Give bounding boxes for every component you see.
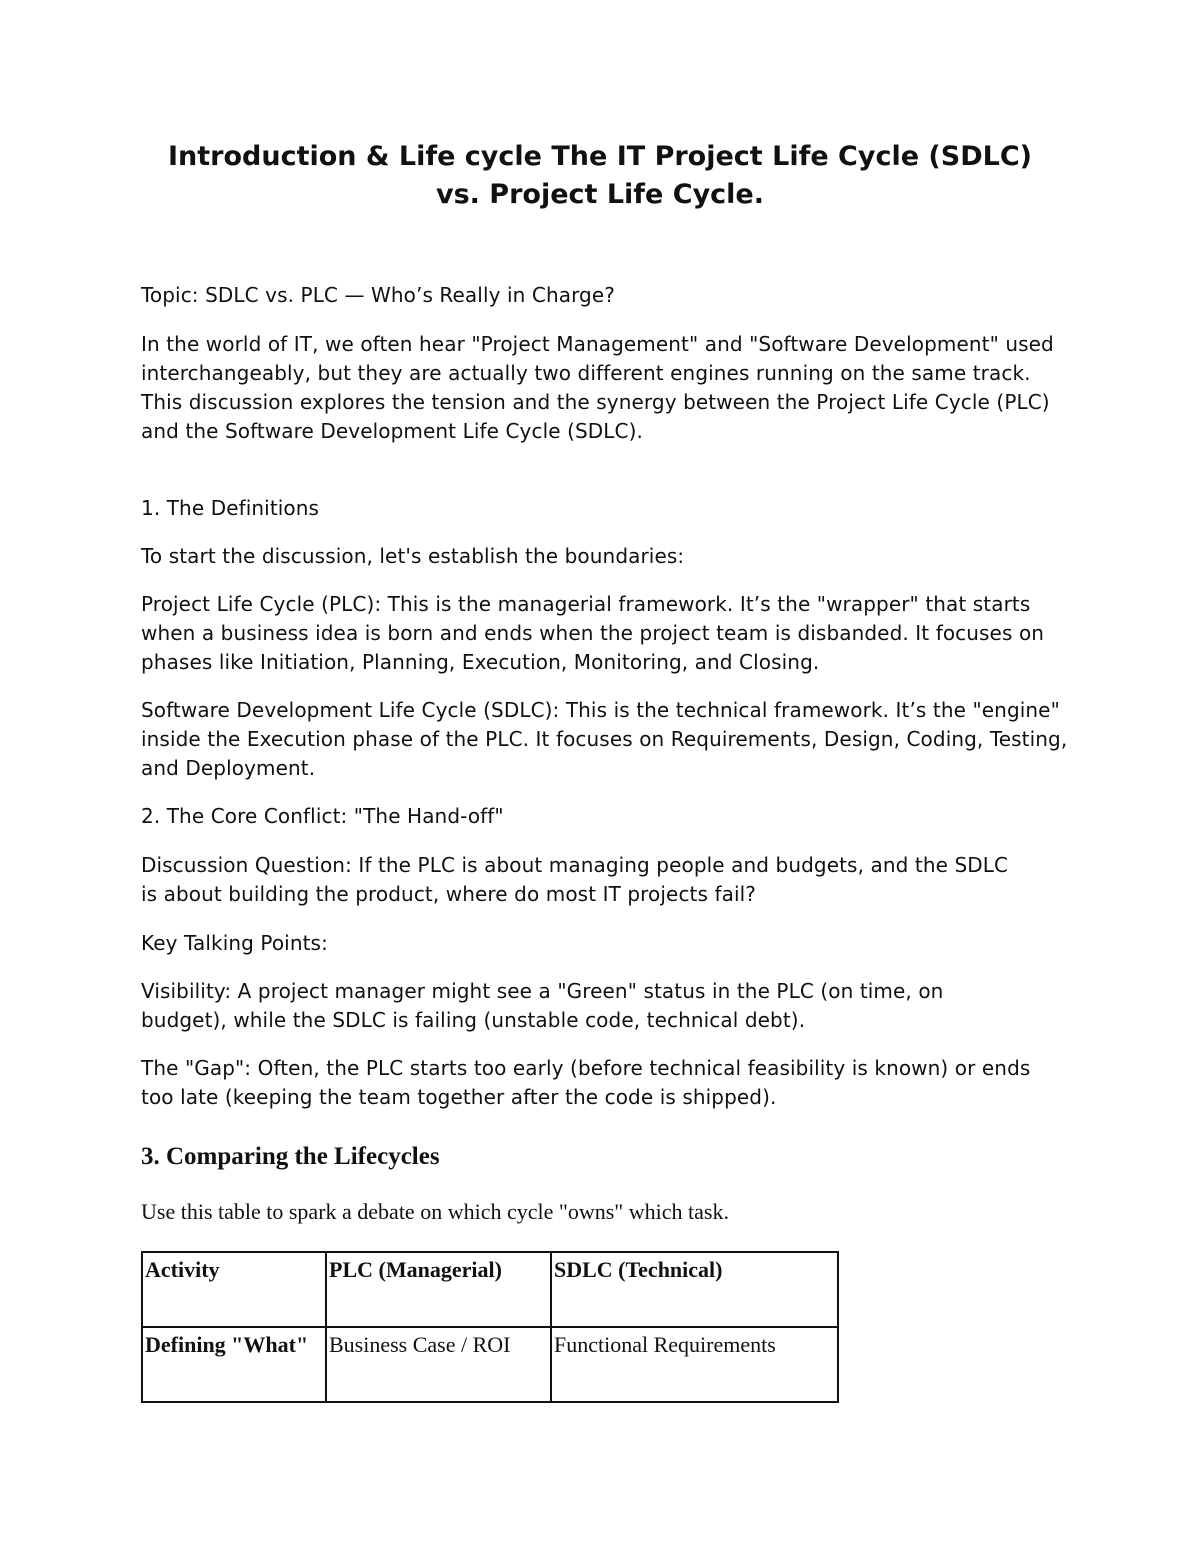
- key-points-heading: Key Talking Points:: [141, 931, 328, 955]
- document-title: [100, 138, 1100, 214]
- section-1-heading: 1. The Definitions: [141, 496, 320, 520]
- sdlc-definition: Software Development Life Cycle (SDLC): This is the technical framework. It’s the "engine" inside the Execution phase of the PLC. It focuses on Requirements, Design, Coding, Testing, and Deployment.: [141, 698, 1068, 780]
- table-header-cell: Activity: [142, 1252, 326, 1327]
- table-row: [142, 1327, 838, 1402]
- comparison-table: [141, 1251, 839, 1403]
- intro-paragraph: In the world of IT, we often hear "Project Management" and "Software Development" used interchangeably, but they are actually two different engines running on the same track. This discussion explores the tension and the synergy between the Project Life Cycle (PLC) and the Software Development Life Cycle (SDLC).: [141, 332, 1054, 443]
- visibility-point: Visibility: A project manager might see a "Green" status in the PLC (on time, on budget), while the SDLC is failing (unstable code, technical debt).: [141, 979, 944, 1032]
- title-line-1: Introduction & Life cycle The IT Project Life Cycle (SDLC): [168, 141, 1032, 172]
- section-3-heading: 3. Comparing the Lifecycles: [141, 1143, 440, 1170]
- title-line-2: vs. Project Life Cycle.: [435, 179, 765, 210]
- plc-definition: Project Life Cycle (PLC): This is the managerial framework. It’s the "wrapper" that starts when a business idea is born and ends when the project team is disbanded. It focuses on phases like Initiation, Planning, Execution, Monitoring, and Closing.: [141, 592, 1045, 674]
- topic-line: Topic: SDLC vs. PLC — Who’s Really in Charge?: [141, 283, 615, 307]
- discussion-question: Discussion Question: If the PLC is about managing people and budgets, and the SDLC is about building the product, where do most IT projects fail?: [141, 853, 1009, 906]
- table-header-cell: SDLC (Technical): [551, 1252, 838, 1327]
- table-cell: Functional Requirements: [551, 1327, 838, 1402]
- section-2-heading: 2. The Core Conflict: "The Hand-off": [141, 804, 504, 828]
- section-1-lead: To start the discussion, let's establish the boundaries:: [141, 544, 685, 568]
- table-header-row: [142, 1252, 838, 1327]
- table-header-cell: PLC (Managerial): [326, 1252, 551, 1327]
- section-3-lead: Use this table to spark a debate on which cycle "owns" which task.: [141, 1199, 729, 1224]
- table-cell: Business Case / ROI: [326, 1327, 551, 1402]
- table-cell: Defining "What": [142, 1327, 326, 1402]
- gap-point: The "Gap": Often, the PLC starts too early (before technical feasibility is known) or ends too late (keeping the team together after the code is shipped).: [141, 1056, 1031, 1109]
